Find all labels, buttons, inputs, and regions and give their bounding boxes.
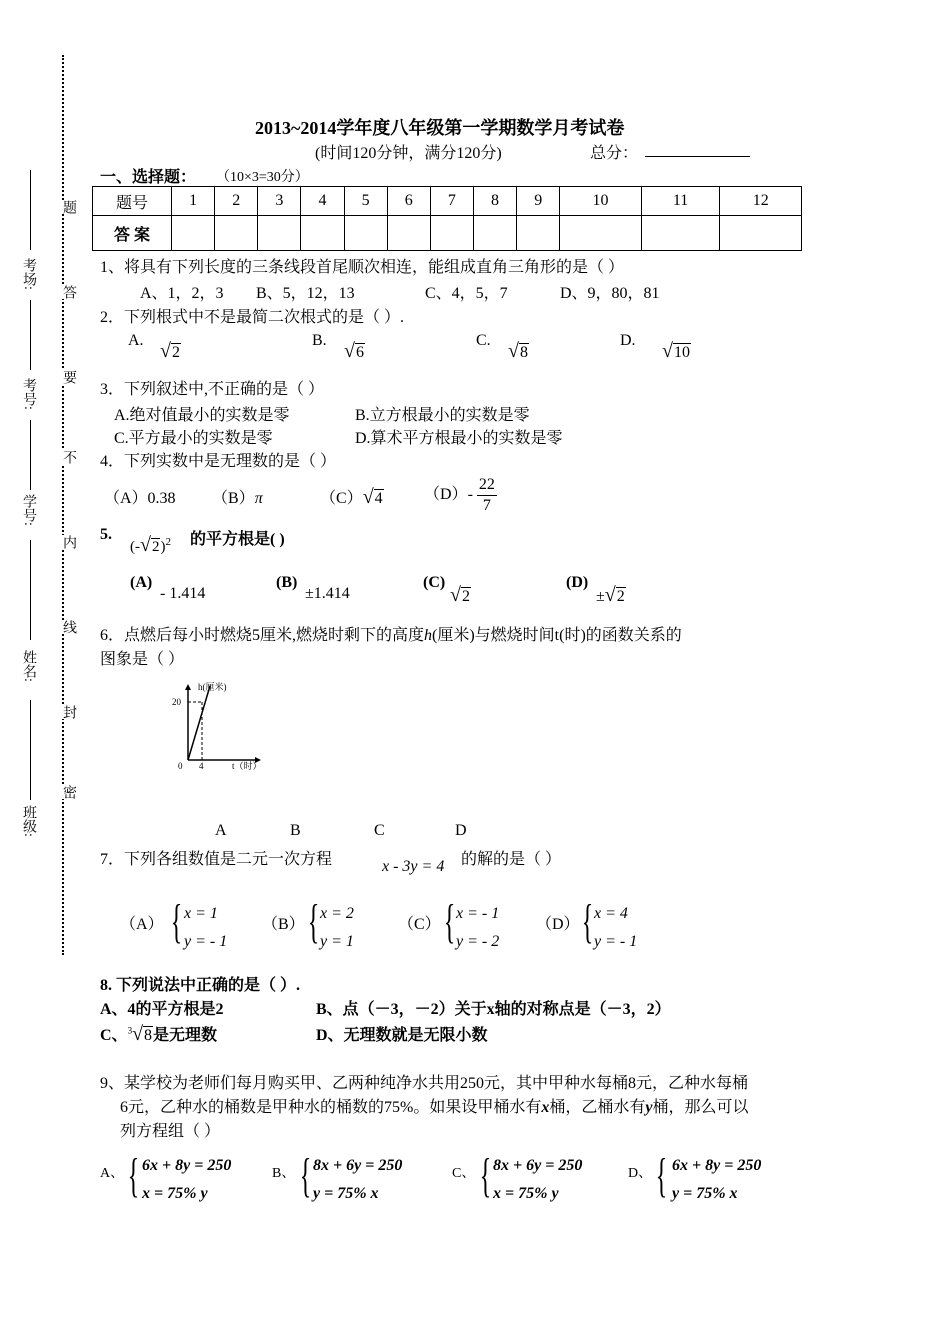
table-header-label: 题号 [93,187,172,216]
q5-option-c: √2 [450,584,470,606]
margin-blank-line [30,170,31,250]
q6-choice-a: A [215,822,227,839]
answer-cell[interactable] [387,216,430,251]
y-tick: 20 [172,697,181,707]
question-number: 5 [344,187,387,216]
q2-label-c: C. [476,332,491,349]
margin-label-exam-room: 考场: [21,258,36,290]
q7-stem-post: 的解的是（ ） [461,851,562,868]
q4-option-c: （C）√4 [320,486,383,508]
q5-expression: $(-√2)^2$ [130,534,171,556]
margin-label-student-no: 学号: [21,494,36,526]
answer-table [92,186,802,251]
q4-option-a: （A）0.38 [104,490,176,507]
q8-option-a: A、4的平方根是2 [100,1001,224,1018]
q1-option-c: C、4，5，7 [425,285,508,302]
q2-option-b: √6 [344,340,364,362]
q5-label-b: (B) [276,574,298,591]
q3-option-a: A.绝对值最小的实数是零 [114,407,290,424]
q3-option-c: C.平方最小的实数是零 [114,430,273,447]
q2-option-c: √8 [508,340,528,362]
total-score-blank[interactable] [645,156,750,157]
question-number: 9 [517,187,560,216]
brace: { [443,895,456,948]
q6-choice-b: B [290,822,301,839]
question-number: 11 [641,187,720,216]
exam-title: 2013~2014学年度八年级第一学期数学月考试卷 [255,118,625,138]
question-number: 2 [215,187,258,216]
q6-graph [160,678,280,773]
brace: { [170,895,183,948]
q9-line3: 列方程组（ ） [120,1123,221,1140]
section-heading: 一、选择题： [100,169,197,186]
x-tick: 4 [199,761,204,771]
margin-blank-line [30,540,31,640]
question-number: 6 [387,187,430,216]
answer-cell[interactable] [344,216,387,251]
q1-option-a: A、1，2，3 [140,285,224,302]
graph-line [188,686,210,760]
answer-cell[interactable] [517,216,560,251]
q9-option-a: 6x + 8y = 250 x = 75% y [142,1157,232,1202]
seal-char: 不 [58,450,78,464]
q7-label-b: （B） [262,916,305,933]
q2-label-b: B. [312,332,327,349]
brace: { [299,1149,312,1202]
y-axis-arrow [185,684,191,690]
question-number: 8 [473,187,516,216]
q8-stem: 8. 下列说法中正确的是（ ）. [100,977,301,994]
q6-choice-d: D [455,822,467,839]
total-score-label: 总分： [590,145,639,162]
question-number: 4 [301,187,344,216]
q3-option-d: D.算术平方根最小的实数是零 [355,430,563,447]
margin-blank-line [30,420,31,490]
seal-char: 内 [58,535,78,549]
q5-option-a: - 1.414 [160,585,206,602]
q7-stem-pre: 7．下列各组数值是二元一次方程 [100,851,333,868]
q1-stem: 1、将具有下列长度的三条线段首尾顺次相连，能组成直角三角形的是（ ） [100,259,625,276]
q2-stem: 2．下列根式中不是最简二次根式的是（ ）. [100,309,405,326]
q5-option-b: ±1.414 [305,585,350,602]
q6-stem-line2: 图象是（ ） [100,651,185,668]
q4-option-d: （D）- $\frac{22}{7}$ [424,476,495,514]
answer-cell[interactable] [641,216,720,251]
answer-cell[interactable] [301,216,344,251]
binding-dotted-line [62,55,64,955]
seal-char: 封 [58,705,78,719]
seal-char: 题 [58,200,78,214]
answer-cell[interactable] [473,216,516,251]
q9-option-d: 6x + 8y = 250 y = 75% x [672,1157,762,1202]
q5-label-a: (A) [130,574,153,591]
margin-label-name: 姓名: [21,650,36,682]
q3-stem: 3．下列叙述中,不正确的是（ ） [100,381,325,398]
seal-char: 答 [58,285,78,299]
brace: { [307,895,320,948]
margin-blank-line [30,300,31,370]
brace: { [581,895,594,948]
q7-option-d: x = 4 y = - 1 [594,905,638,950]
q6-choice-c: C [374,822,385,839]
seal-char: 要 [58,370,78,384]
q9-line1: 9、某学校为老师们每月购买甲、乙两种纯净水共用250元，其中甲种水每桶8元，乙种水每桶 [100,1075,749,1092]
question-number: 12 [720,187,802,216]
x-label: t（时） [232,761,262,771]
brace: { [655,1149,668,1202]
q7-equation: x - 3y = 4 [382,858,445,875]
q2-label-a: A. [128,332,144,349]
q5-number: 5. [100,526,112,543]
question-number: 7 [430,187,473,216]
q9-label-d: D、 [628,1166,653,1181]
q8-option-c: C、$^3$√8是无理数 [100,1023,218,1045]
origin-label: 0 [178,761,183,771]
question-number: 3 [258,187,301,216]
answer-cell[interactable] [215,216,258,251]
q7-label-c: （C） [398,916,441,933]
q7-option-b: x = 2 y = 1 [320,905,354,950]
section-points: （10×3=30分） [216,170,309,185]
q6-stem-line1: 6．点燃后每小时燃烧5厘米,燃烧时剩下的高度h(厘米)与燃烧时间t(时)的函数关系的 [100,627,682,644]
q5-label-c: (C) [423,574,446,591]
brace: { [479,1149,492,1202]
margin-label-exam-no: 考号: [21,378,36,410]
q7-label-d: （D） [536,916,580,933]
answer-cell[interactable] [720,216,802,251]
seal-char: 线 [58,620,78,634]
margin-blank-line [30,700,31,800]
q2-label-d: D. [620,332,636,349]
q1-option-b: B、5，12，13 [256,285,355,302]
seal-char: 密 [58,785,78,799]
q2-option-d: √10 [662,340,690,362]
brace: { [127,1149,140,1202]
answer-row-label: 答 案 [93,216,172,251]
q3-option-b: B.立方根最小的实数是零 [355,407,530,424]
q9-option-b: 8x + 6y = 250 y = 75% x [313,1157,403,1202]
q9-option-c: 8x + 6y = 250 x = 75% y [493,1157,583,1202]
margin-label-class: 班级: [21,805,36,837]
exam-subtitle: (时间120分钟，满分120分) [315,145,502,162]
answer-cell[interactable] [172,216,215,251]
q5-option-d: ±√2 [596,584,625,606]
q9-label-a: A、 [100,1166,125,1181]
answer-cell[interactable] [560,216,642,251]
y-label: h(厘米) [198,682,227,692]
q9-line2: 6元，乙种水的桶数是甲种水的桶数的75%。如果设甲桶水有x桶，乙桶水有y桶，那么可以 [120,1099,749,1116]
q5-stem: 的平方根是( ) [190,531,285,548]
q7-option-a: x = 1 y = - 1 [184,905,228,950]
q2-option-a: √2 [160,340,180,362]
question-number: 1 [172,187,215,216]
q4-option-b: （B）π [212,490,263,507]
q1-option-d: D、9，80，81 [560,285,660,302]
q9-label-b: B、 [272,1166,296,1181]
q7-label-a: （A） [120,916,164,933]
q8-option-d: D、无理数就是无限小数 [316,1027,488,1044]
answer-cell[interactable] [258,216,301,251]
q5-label-d: (D) [566,574,589,591]
q8-option-b: B、点（－3，－2）关于x轴的对称点是（－3，2） [316,1001,671,1018]
answer-cell[interactable] [430,216,473,251]
q9-label-c: C、 [452,1166,476,1181]
q7-option-c: x = - 1 y = - 2 [456,905,500,950]
question-number: 10 [560,187,642,216]
q4-stem: 4．下列实数中是无理数的是（ ） [100,453,337,470]
